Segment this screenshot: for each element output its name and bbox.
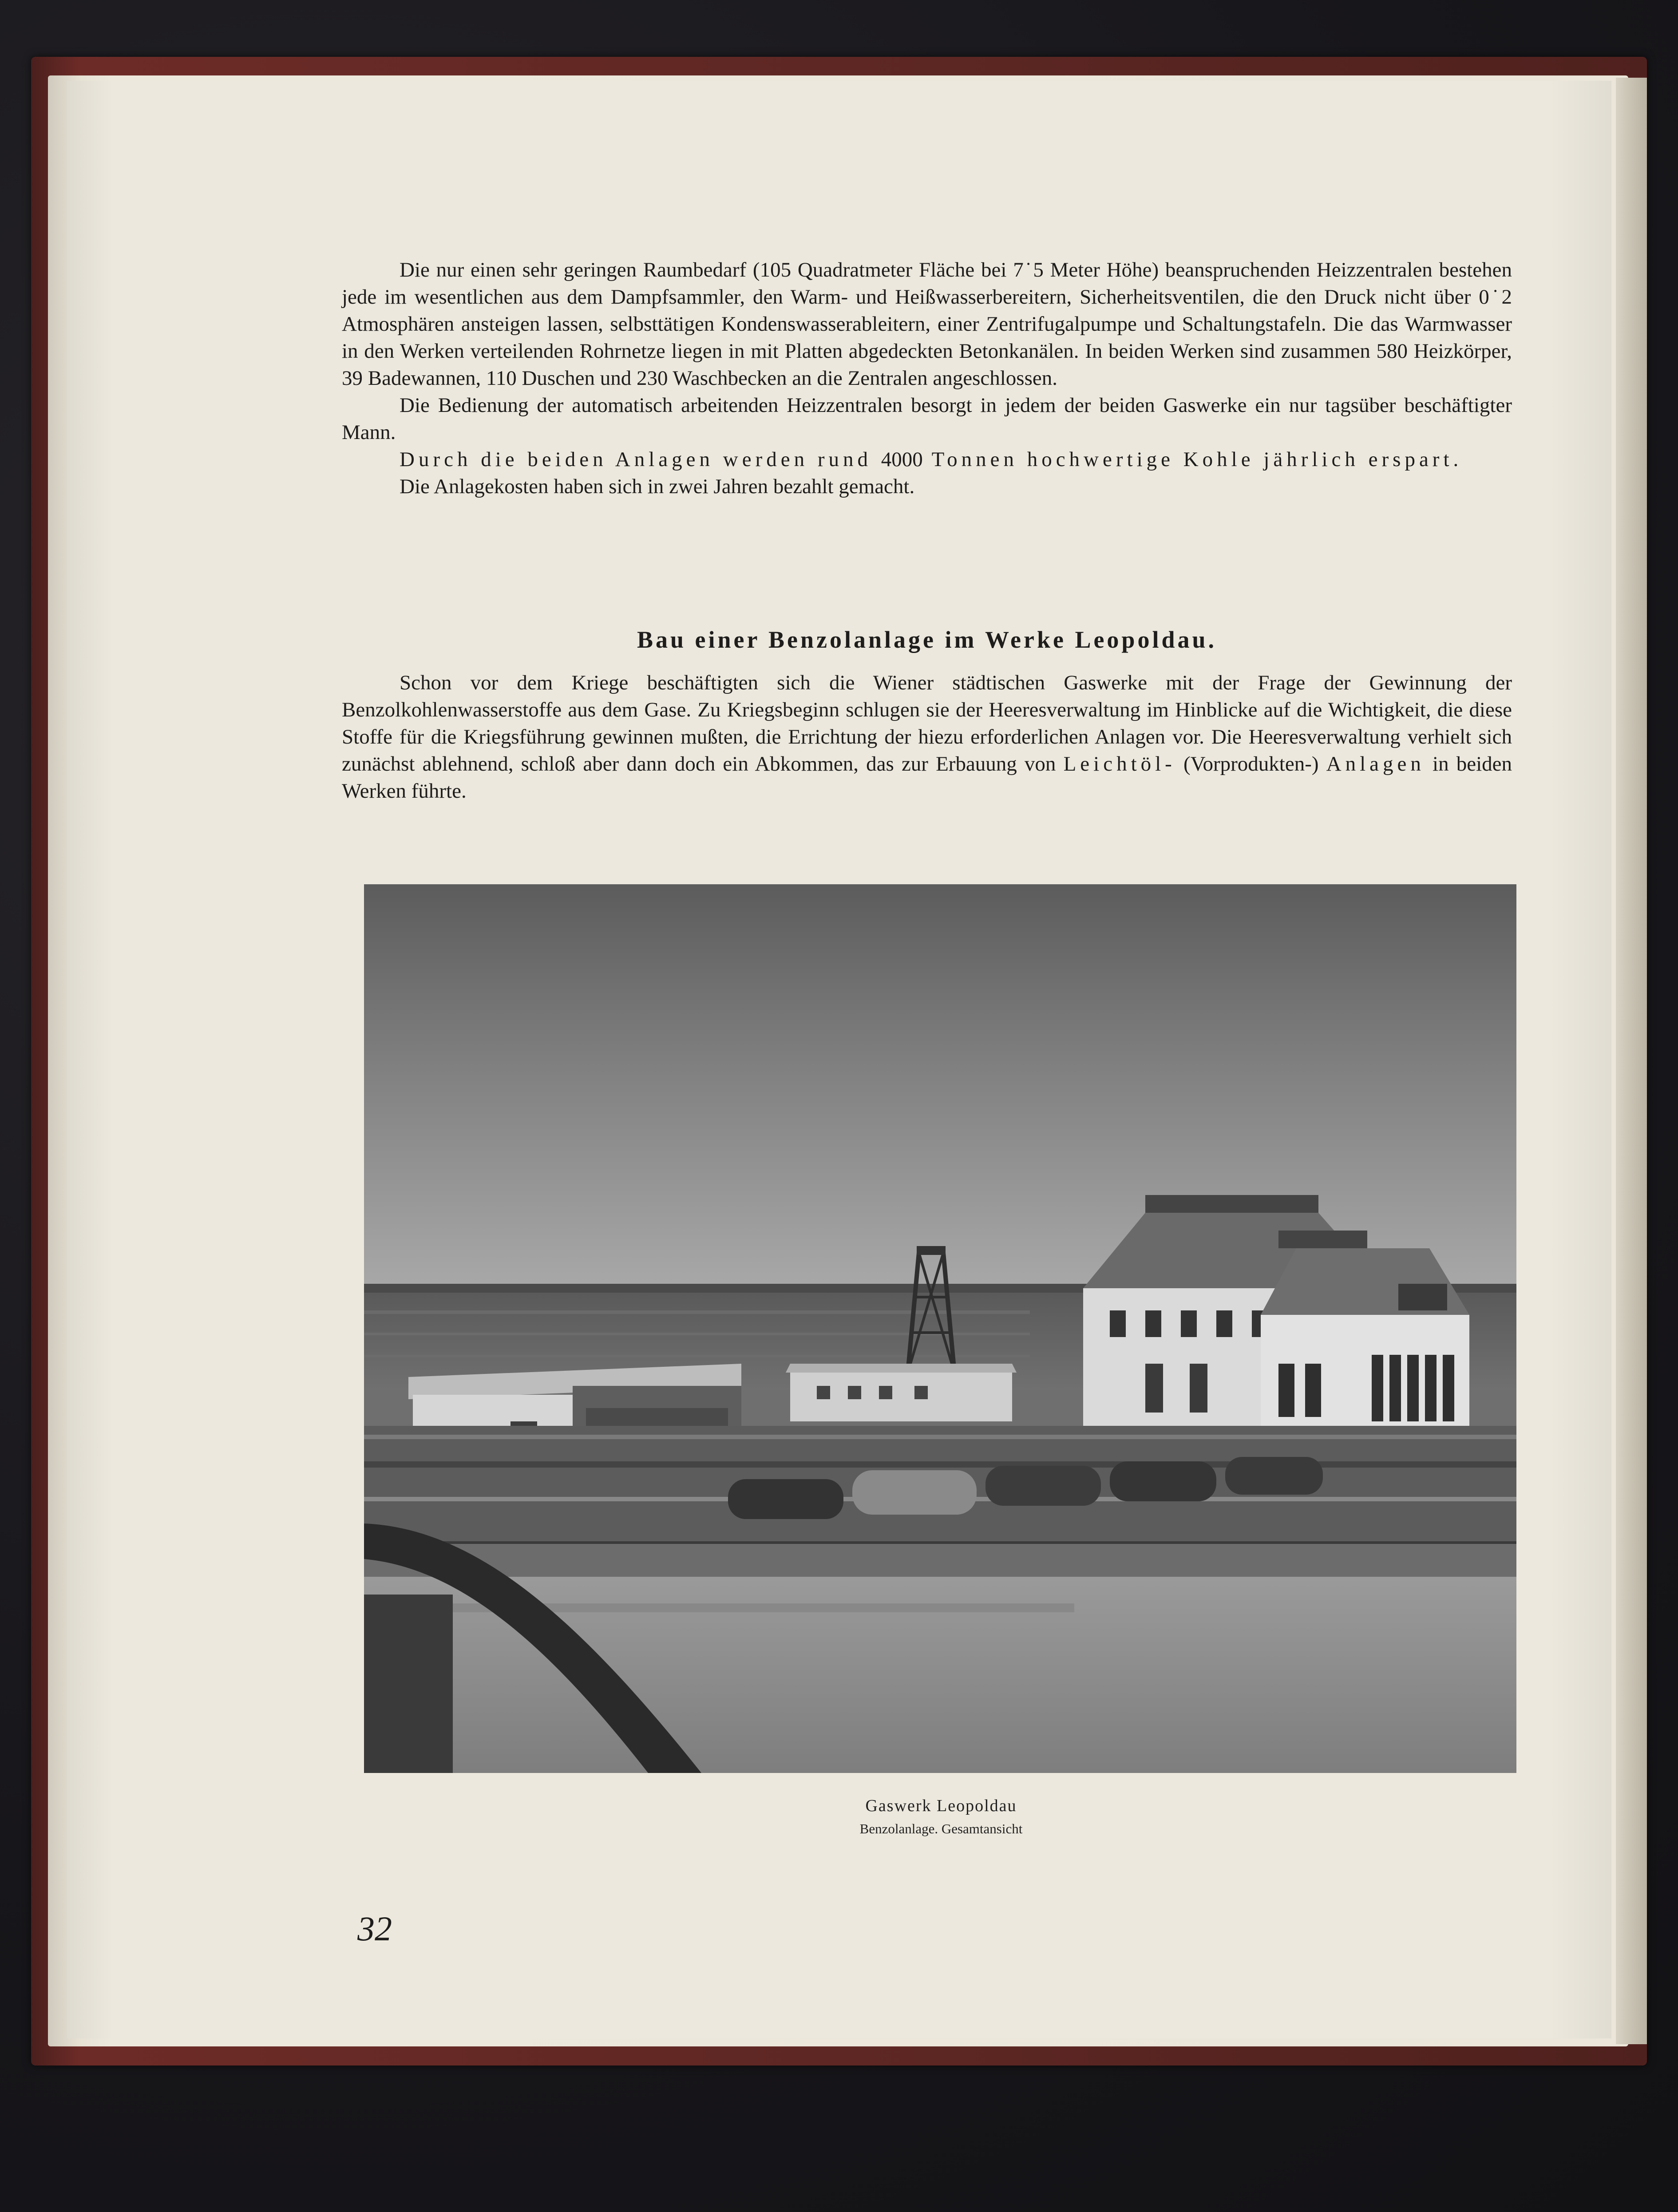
paragraph-heating-centers: Die nur einen sehr geringen Raumbedarf (105 Quadratmeter Fläche bei 7˙5 Meter Höhe) beanspruchenden Heizzentralen bestehen jede im wesentlichen aus dem Dampfsammler, den Warm- und Heißwasserbereitern, Sicherheitsventilen, die den Druck nicht über 0˙2 Atmosphären ansteigen lassen, selbsttätigen Kondenswasserableitern, einer Zentrifugalpumpe und Schaltungstafeln. Die das Warmwasser in den Werken verteilenden Rohrnetze liegen in mit Platten abgedeckten Betonkanälen. In beiden Werken sind zusammen 580 Heizkörper, 39 Badewannen, 110 Duschen und 230 Waschbecken an die Zentralen angeschlossen.: [342, 258, 1512, 390]
body-text-section: [342, 669, 1512, 805]
benzol-text-end: in beiden Werken führte.: [342, 752, 1512, 803]
paragraph-benzol-history: [342, 669, 1512, 805]
benzol-text-spaced-2: Anlagen: [1326, 752, 1425, 776]
paragraph-costs: Die Anlagekosten haben sich in zwei Jahren bezahlt gemacht.: [400, 475, 915, 498]
savings-text-end: Tonnen hochwertige Kohle jährlich erspart.: [922, 448, 1463, 471]
photo-caption-title: Gaswerk Leopoldau: [865, 1797, 1017, 1815]
benzol-text-middle: (Vorprodukten-): [1175, 752, 1326, 776]
photograph-drawing: [364, 884, 1516, 1773]
paragraph-savings: [342, 446, 1512, 473]
savings-text-start: Durch die beiden Anlagen werden rund: [400, 448, 881, 471]
body-text-top: [342, 257, 1512, 500]
section-heading: Bau einer Benzolanlage im Werke Leopoldau.: [637, 626, 1217, 653]
photograph-gasworks: [364, 884, 1516, 1773]
savings-number: 4000: [881, 448, 923, 471]
benzol-text-start: Schon vor dem Kriege beschäftigten sich die Wiener städtischen Gaswerke mit der Frage der Gewinnung der Benzolkohlenwasserstoffe aus dem Gase. Zu Kriegsbeginn schlugen sie der Heeresverwaltung im Hinblicke auf die Wichtigkeit, die diese Stoffe für die Kriegsführung gewinnen mußten, die Errichtung der hiezu erforderlichen Anlagen vor. Die Heeresverwaltung verhielt sich zunächst ablehnend, schloß aber dann doch ein Abkommen, das zur Erbauung von: [342, 671, 1512, 776]
page-number: 32: [357, 1909, 392, 1948]
page-edge-right: [1616, 78, 1647, 2044]
benzol-text-spaced-1: Leichtöl-: [1063, 752, 1176, 776]
paragraph-operation: Die Bedienung der automatisch arbeitenden Heizzentralen besorgt in jedem der beiden Gaswerke ein nur tagsüber beschäftigter Mann.: [342, 394, 1512, 444]
photo-caption-subtitle: Benzolanlage. Gesamtansicht: [859, 1821, 1023, 1836]
